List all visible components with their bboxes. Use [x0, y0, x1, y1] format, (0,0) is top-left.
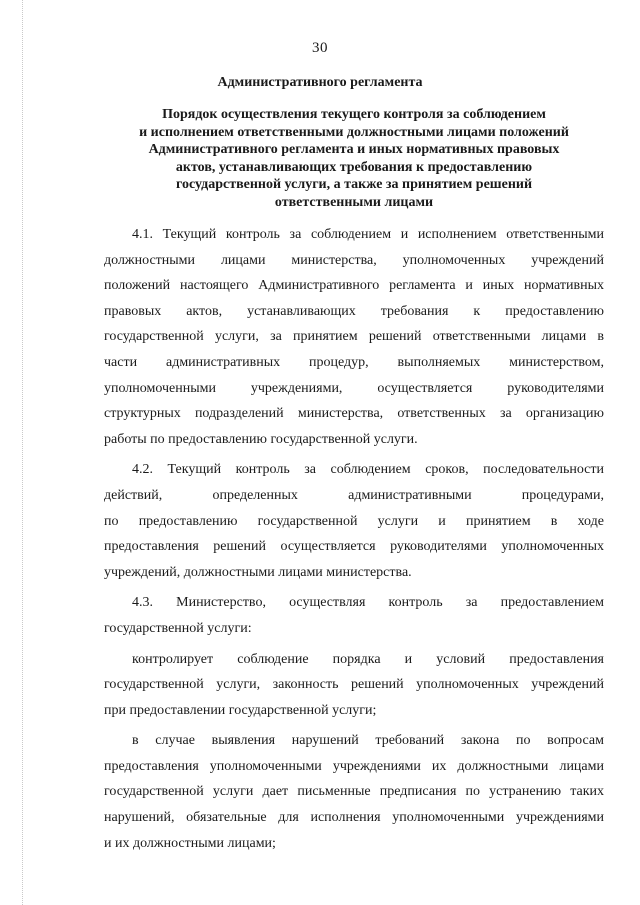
text-line: 4.1. Текущий контроль за соблюдением и исполнением ответственными — [132, 227, 604, 242]
text-line: предоставления решений осуществляется руководителями уполномоченных — [104, 539, 604, 555]
text-line: и их должностными лицами; — [104, 835, 276, 851]
text-line: контролирует соблюдение порядка и условий предоставления — [132, 651, 604, 667]
text-line: при предоставлении государственной услуги; — [104, 702, 377, 718]
text-line: государственной услуги, законность решений уполномоченных учреждений — [104, 677, 604, 693]
text-line: уполномоченными учреждениями, осуществляется руководителями — [104, 380, 604, 396]
text-line: положений настоящего Административного регламента и иных нормативных — [104, 278, 604, 294]
text-line: государственной услуги: — [104, 620, 252, 636]
text-line: структурных подразделений министерства, ответственных за организацию — [104, 406, 604, 422]
text-line: правовых актов, устанавливающих требования к предоставлению — [104, 303, 604, 319]
body-text — [104, 222, 604, 861]
text-line: по предоставлению государственной услуги и принятием в ходе — [104, 513, 604, 529]
text-line: государственной услуги, за принятием решений ответственными лицами в — [104, 329, 604, 345]
section-heading — [104, 106, 604, 211]
text-line: 4.3. Министерство, осуществляя контроль за предоставлением — [132, 595, 604, 611]
paragraph-4-1 — [104, 222, 604, 452]
text-line: работы по предоставлению государственной услуги. — [104, 431, 418, 447]
text-line: учреждений, должностными лицами министерства. — [104, 564, 412, 580]
paragraph-controls — [104, 647, 604, 724]
text-line: государственной услуги дает письменные предписания по устранению таких — [104, 784, 604, 800]
heading-line: ответственными лицами — [274, 194, 434, 210]
paragraph-violations — [104, 728, 604, 856]
heading-line: Порядок осуществления текущего контроля за соблюдением — [162, 107, 546, 122]
section-title: Административного регламента — [217, 75, 423, 90]
heading-line: Административного регламента и иных нормативных правовых — [148, 142, 560, 157]
text-line: в случае выявления нарушений требований закона по вопросам — [132, 733, 604, 749]
text-line: предоставления уполномоченными учреждениями их должностными лицами — [104, 758, 604, 774]
heading-line: актов, устанавливающих требования к предоставлению — [175, 159, 533, 175]
scan-left-edge — [22, 0, 23, 905]
text-line: части административных процедур, выполняемых министерством, — [104, 354, 604, 370]
paragraph-4-3 — [104, 590, 604, 641]
text-line: 4.2. Текущий контроль за соблюдением сроков, последовательности — [132, 462, 604, 478]
heading-line: государственной услуги, а также за принятием решений — [175, 177, 533, 192]
page-number: 30 — [312, 40, 328, 56]
paragraph-4-2 — [104, 457, 604, 585]
heading-line: и исполнением ответственными должностными лицами положений — [139, 124, 569, 140]
text-line: нарушений, обязательные для исполнения уполномоченными учреждениями — [104, 810, 604, 826]
text-line: должностными лицами министерства, уполномоченных учреждений — [104, 252, 604, 268]
text-line: действий, определенных административными процедурами, — [104, 487, 604, 503]
